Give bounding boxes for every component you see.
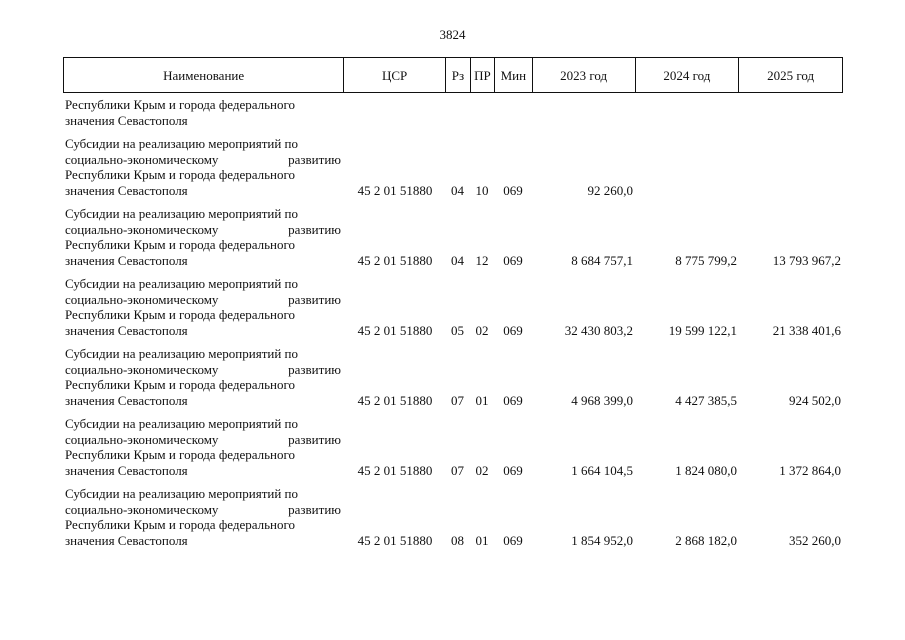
name-line: Республики Крым и города федерального bbox=[65, 307, 295, 322]
name-line: Субсидии на реализацию мероприятий по bbox=[65, 346, 299, 361]
amount-2024-cell: 2 868 182,0 bbox=[675, 532, 737, 548]
page-number: 3824 bbox=[439, 27, 466, 42]
amount-2025-cell: 352 260,0 bbox=[789, 532, 841, 548]
row-name bbox=[63, 136, 343, 198]
amount-2025-cell: 924 502,0 bbox=[789, 392, 841, 408]
name-line: Субсидии на реализацию мероприятий по bbox=[65, 486, 299, 501]
pr-cell: 02 bbox=[475, 462, 489, 478]
name-line: Республики Крым и города федерального bbox=[65, 167, 295, 182]
row-name bbox=[63, 346, 343, 408]
name-line bbox=[65, 362, 341, 378]
pr-cell: 01 bbox=[475, 532, 489, 548]
name-word: социально-экономическому bbox=[65, 291, 219, 307]
name-word: социально-экономическому bbox=[65, 501, 219, 517]
name-line: Субсидии на реализацию мероприятий по bbox=[65, 206, 299, 221]
name-line: Республики Крым и города федерального bbox=[65, 237, 295, 252]
amount-2023-cell: 1 854 952,0 bbox=[571, 532, 633, 548]
csr-cell: 45 2 01 51880 bbox=[357, 252, 433, 268]
header-pr: ПР bbox=[470, 58, 494, 92]
budget-table bbox=[63, 57, 843, 548]
name-line: Республики Крым и города федерального bbox=[65, 447, 295, 462]
min-cell: 069 bbox=[503, 462, 523, 478]
pr-cell: 01 bbox=[475, 392, 489, 408]
name-word: развитию bbox=[288, 221, 341, 237]
name-line: Субсидии на реализацию мероприятий по bbox=[65, 416, 299, 431]
table-row bbox=[63, 416, 843, 478]
table-row bbox=[63, 276, 843, 338]
name-line: значения Севастополя bbox=[65, 462, 188, 478]
rz-cell: 04 bbox=[451, 182, 464, 198]
rz-cell: 08 bbox=[451, 532, 464, 548]
name-word: развитию bbox=[288, 151, 341, 167]
name-word: социально-экономическому bbox=[65, 221, 219, 237]
name-word: развитию bbox=[288, 291, 341, 307]
name-line: значения Севастополя bbox=[65, 392, 188, 408]
amount-2023-cell: 1 664 104,5 bbox=[571, 462, 633, 478]
rz-cell: 04 bbox=[451, 252, 464, 268]
amount-2025-cell: 21 338 401,6 bbox=[772, 322, 841, 338]
amount-2025-cell: 1 372 864,0 bbox=[779, 462, 841, 478]
amount-2023-cell: 4 968 399,0 bbox=[571, 392, 633, 408]
name-line: Республики Крым и города федерального bbox=[65, 97, 295, 112]
name-line: значения Севастополя bbox=[65, 532, 188, 548]
header-2024: 2024 год bbox=[635, 58, 739, 92]
header-name: Наименование bbox=[163, 67, 245, 83]
rz-cell: 07 bbox=[451, 392, 464, 408]
name-word: развитию bbox=[288, 501, 341, 517]
name-word: развитию bbox=[288, 431, 341, 447]
amount-2023-cell: 92 260,0 bbox=[587, 182, 633, 198]
amount-2023-cell: 8 684 757,1 bbox=[571, 252, 633, 268]
amount-2025-cell: 13 793 967,2 bbox=[772, 252, 841, 268]
table-body bbox=[63, 136, 843, 548]
min-cell: 069 bbox=[503, 182, 523, 198]
min-cell: 069 bbox=[503, 252, 523, 268]
row-name bbox=[63, 276, 343, 338]
row-name bbox=[63, 416, 343, 478]
table-row bbox=[63, 136, 843, 198]
amount-2024-cell: 1 824 080,0 bbox=[675, 462, 737, 478]
csr-cell: 45 2 01 51880 bbox=[357, 182, 433, 198]
amount-2023-cell: 32 430 803,2 bbox=[564, 322, 633, 338]
name-line bbox=[65, 152, 341, 168]
pr-cell: 02 bbox=[475, 322, 489, 338]
name-line: Республики Крым и города федерального bbox=[65, 517, 295, 532]
csr-cell: 45 2 01 51880 bbox=[357, 462, 433, 478]
name-line: Субсидии на реализацию мероприятий по bbox=[65, 276, 299, 291]
rz-cell: 05 bbox=[451, 322, 464, 338]
min-cell: 069 bbox=[503, 392, 523, 408]
header-csr: ЦСР bbox=[343, 58, 445, 92]
rz-cell: 07 bbox=[451, 462, 464, 478]
name-line: значения Севастополя bbox=[65, 182, 188, 198]
table-header bbox=[63, 57, 843, 93]
csr-cell: 45 2 01 51880 bbox=[357, 322, 433, 338]
name-line: значения Севастополя bbox=[65, 112, 188, 128]
name-word: социально-экономическому bbox=[65, 361, 219, 377]
name-line bbox=[65, 502, 341, 518]
amount-2024-cell: 8 775 799,2 bbox=[675, 252, 737, 268]
name-line bbox=[65, 222, 341, 238]
header-2023: 2023 год bbox=[532, 58, 635, 92]
table-row bbox=[63, 346, 843, 408]
min-cell: 069 bbox=[503, 322, 523, 338]
header-2025: 2025 год bbox=[738, 58, 842, 92]
pr-cell: 10 bbox=[475, 182, 489, 198]
csr-cell: 45 2 01 51880 bbox=[357, 392, 433, 408]
amount-2024-cell: 19 599 122,1 bbox=[668, 322, 737, 338]
amount-2024-cell: 4 427 385,5 bbox=[675, 392, 737, 408]
min-cell: 069 bbox=[503, 532, 523, 548]
header-rz: Рз bbox=[445, 58, 470, 92]
csr-cell: 45 2 01 51880 bbox=[357, 532, 433, 548]
row-name bbox=[63, 206, 343, 268]
name-line: значения Севастополя bbox=[65, 322, 188, 338]
row-name bbox=[63, 486, 343, 548]
name-word: развитию bbox=[288, 361, 341, 377]
name-line: значения Севастополя bbox=[65, 252, 188, 268]
table-row bbox=[63, 486, 843, 548]
name-line bbox=[65, 432, 341, 448]
table-row bbox=[63, 206, 843, 268]
name-line bbox=[65, 292, 341, 308]
name-word: социально-экономическому bbox=[65, 431, 219, 447]
row-name bbox=[63, 97, 343, 128]
table-row-continuation bbox=[63, 97, 843, 128]
pr-cell: 12 bbox=[475, 252, 489, 268]
header-min: Мин bbox=[494, 58, 532, 92]
name-line: Субсидии на реализацию мероприятий по bbox=[65, 136, 299, 151]
name-word: социально-экономическому bbox=[65, 151, 219, 167]
name-line: Республики Крым и города федерального bbox=[65, 377, 295, 392]
